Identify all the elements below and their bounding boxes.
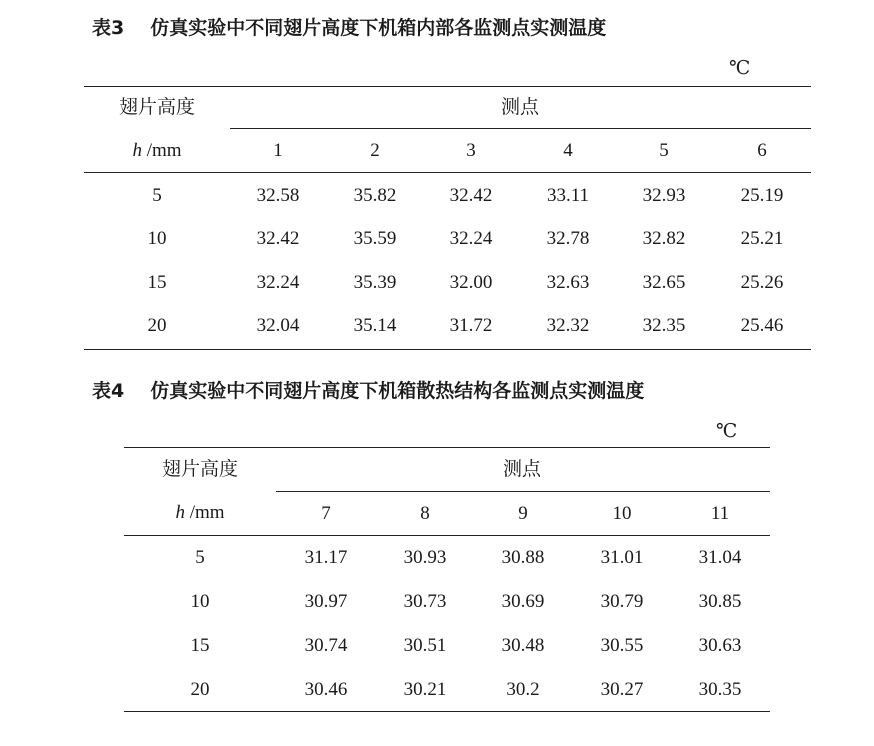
table3-bottom-rule [84,349,811,350]
table3-cell: 35.14 [353,315,397,336]
table4-col-header: 7 [321,503,331,524]
table4-col-header: 10 [612,503,632,524]
table4-col-header: 9 [518,503,528,524]
table3-col-group: 测点 [500,96,540,118]
table3-cell: 32.32 [546,315,590,336]
table4-unit: ℃ [716,420,738,442]
table3-cell: 32.78 [546,228,590,249]
table4-cell: 31.04 [698,547,742,568]
table3-col-header: 5 [659,140,669,161]
table4-cell: 30.51 [403,635,447,656]
table4-cell: 31.17 [304,547,348,568]
table4-cell: 30.74 [304,635,348,656]
table3-row-label: 10 [147,228,167,249]
table3-cell: 32.93 [642,185,686,206]
table3-cell: 32.42 [256,228,300,249]
table4-row-header-unit [175,501,224,525]
table3-row-header: 翅片高度 [118,96,196,118]
table4-cell: 30.48 [501,635,545,656]
table4-caption [92,378,644,404]
table3-cell: 25.26 [740,272,784,293]
table4-cell: 30.35 [698,679,742,700]
table4-row-header: 翅片高度 [161,458,239,480]
table3-cell: 32.04 [256,315,300,336]
table3-h-unit: /mm [146,140,182,161]
table3-cell: 32.65 [642,272,686,293]
table4-cell: 30.93 [403,547,447,568]
table4-h-unit: /mm [189,502,225,523]
table3-cell: 32.63 [546,272,590,293]
table3-cell: 32.58 [256,185,300,206]
table4-row-label: 20 [190,679,210,700]
table4-col-group: 测点 [502,458,542,480]
table4-cell: 30.46 [304,679,348,700]
table4-row-label: 5 [195,547,205,568]
table3-header-rule [84,172,811,173]
table3-unit: ℃ [729,57,751,79]
table4-cell: 30.55 [600,635,644,656]
table3-cell: 32.24 [449,228,493,249]
table3-cell: 32.82 [642,228,686,249]
table3-col-header: 4 [563,140,573,161]
table3-cell: 32.35 [642,315,686,336]
table3-row-label: 5 [152,185,162,206]
table4-row-label: 15 [190,635,210,656]
table3-cell: 35.82 [353,185,397,206]
table3-cell: 33.11 [546,185,590,206]
table3-caption [92,15,606,41]
table3-cell: 32.24 [256,272,300,293]
table3-cell: 32.00 [449,272,493,293]
table3-cell: 31.72 [449,315,493,336]
table4-group-rule [276,491,770,492]
table3-row-label: 15 [147,272,167,293]
table4-number: 表4 [92,380,125,402]
table4-cell: 30.73 [403,591,447,612]
table3-title: 仿真实验中不同翅片高度下机箱内部各监测点实测温度 [150,17,607,39]
table4-cell: 30.79 [600,591,644,612]
table4-cell: 30.69 [501,591,545,612]
table3-h-var: h [132,140,142,161]
table3-cell: 35.59 [353,228,397,249]
table4-col-header: 11 [710,503,730,524]
table4-cell: 30.88 [501,547,545,568]
table3-cell: 32.42 [449,185,493,206]
table3-top-rule [84,86,811,87]
table4-bottom-rule [124,711,770,712]
table3-col-header: 6 [757,140,767,161]
table4-cell: 30.27 [600,679,644,700]
table3-cell: 25.46 [740,315,784,336]
table4-top-rule [124,447,770,448]
table3-col-header: 1 [273,140,283,161]
table4-cell: 30.21 [403,679,447,700]
table3-col-header: 3 [466,140,476,161]
table4-col-header: 8 [420,503,430,524]
table3-col-header: 2 [370,140,380,161]
table4-row-label: 10 [190,591,210,612]
table3-group-rule [230,128,811,129]
table4-cell: 30.85 [698,591,742,612]
table4-cell: 30.97 [304,591,348,612]
table3-cell: 35.39 [353,272,397,293]
table3-row-label: 20 [147,315,167,336]
table3-row-header-unit [132,139,181,163]
table3-cell: 25.19 [740,185,784,206]
table3-cell: 25.21 [740,228,784,249]
table3-number: 表3 [92,17,125,39]
table4-h-var: h [175,502,185,523]
table4-title: 仿真实验中不同翅片高度下机箱散热结构各监测点实测温度 [150,380,645,402]
table4-cell: 30.2 [506,679,540,700]
table4-header-rule [124,535,770,536]
table4-cell: 30.63 [698,635,742,656]
table4-cell: 31.01 [600,547,644,568]
